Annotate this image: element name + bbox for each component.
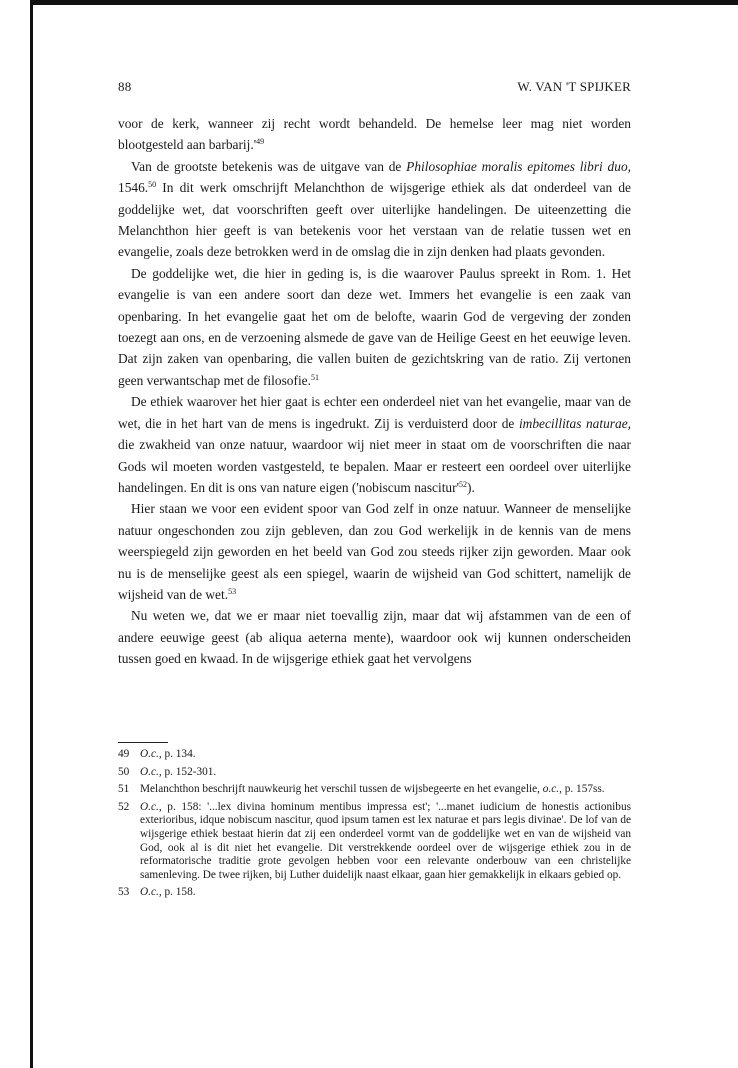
paragraph-4 (118, 391, 631, 498)
paragraph-3 (118, 263, 631, 391)
paragraph-1 (118, 113, 631, 156)
footnote-text (140, 783, 631, 797)
text-run: p. 157ss. (561, 783, 605, 796)
italic-abbrev: O.c., (140, 800, 162, 813)
footnote-number: 51 (118, 783, 130, 796)
italic-abbrev: O.c., (140, 748, 162, 760)
footnote-ref-50[interactable]: 50 (148, 180, 157, 190)
paragraph-6 (118, 605, 631, 669)
footnote-ref-53[interactable]: 53 (228, 586, 237, 596)
footnote-text (140, 801, 631, 883)
footnote-text (140, 886, 631, 900)
text-run: Nu weten we, dat we er maar niet toevallig zijn, maar dat wij afstammen van de een of andere eeuwige geest (ab aliqua aeterna mente), waardoor ook wij kunnen onderscheiden tussen goed en kwaad. In de wijsgerige ethiek gaat het vervolgens (118, 608, 631, 667)
main-text (118, 113, 631, 670)
running-head (118, 79, 631, 97)
text-run: De goddelijke wet, die hier in geding is, is die waarover Paulus spreekt in Rom. 1. Het evangelie is van een andere soort dan deze wet. Immers het evangelie is een zaak van openbaring. In het evangelie gaat het om de belofte, waarin God de vergeving der zonden toezegt aan ons, en de verzoening alsmede de gave van de Heilige Geest en het eeuwige leven. Dat zijn zaken van openbaring, die vallen buiten de gezichtskring van de ratio. Zij vertonen geen verwantschap met de filosofie. (118, 265, 631, 388)
paragraph-5 (118, 498, 631, 605)
paragraph-2 (118, 156, 631, 263)
text-run: ). (467, 479, 475, 495)
footnote-49 (118, 748, 631, 762)
text-run: Melanchthon beschrijft nauwkeurig het verschil tussen de wijsbegeerte en het evangelie, (140, 783, 543, 796)
text-run: Hier staan we voor een evident spoor van God zelf in onze natuur. Wanneer de menselijke natuur ongeschonden zou zijn gebleven, dan zou God werkelijk in de kennis van de mens weerspiegeld zijn geworden en het beeld van God zou steeds rijker zijn geworden. Maar ook nu is de menselijke geest als een spiegel, waarin de wijsheid van God schittert, namelijk de wijsheid van de wet. (118, 501, 631, 602)
footnote-ref-49[interactable]: 49 (256, 137, 265, 147)
footnote-50 (118, 766, 631, 780)
footnote-text (140, 766, 631, 780)
footnote-number: 53 (118, 886, 130, 899)
italic-abbrev: O.c., (140, 765, 162, 778)
footnote-number: 52 (118, 800, 130, 813)
italic-title: Philosophiae moralis epitomes libri duo, (406, 158, 631, 174)
footnote-number: 49 (118, 748, 130, 760)
italic-abbrev: o.c., (542, 783, 562, 796)
text-run: p. 158. (161, 886, 196, 899)
text-run: p. 152-301. (161, 765, 217, 778)
text-run: voor de kerk, wanneer zij recht wordt behandeld. De hemelse leer mag niet worden blootgesteld aan barbarij.' (118, 116, 631, 153)
footnote-text (140, 748, 631, 762)
text-run: In dit werk omschrijft Melanchthon de wijsgerige ethiek als dat onderdeel van de goddelijke wet, dat voorschriften geeft over uiterlijke handelingen. De uiteenzetting die Melanchthon hier geeft is van betekenis voor het verstaan van de relatie tussen wet en evangelie, zoals deze betrokken werd in de omslag die in zijn denken had plaats gevonden. (118, 180, 631, 260)
footnote-ref-51[interactable]: 51 (310, 372, 319, 382)
footnotes (118, 748, 631, 904)
text-run: p. 158: '...lex divina hominum mentibus impressa est'; '...manet iudicium de honestis actionibus exterioribus, idque nobiscum nascitur, quod ipsum tamen est lex naturae et pars legis divinae'. De lof van de wijsgerige ethiek bestaat hierin dat zij een onderdeel vormt van de goddelijke wet en van de wijsheid van God, ook al is dit niet het evangelie. Dit verstrekkende oordeel over de wijsgerige ethiek zou in de reformatorische traditie grote gevolgen hebben voor een relevante onderbouw van een christelijke samenleving. De twee rijken, bij Luther duidelijk naast elkaar, gaan hier gemakkelijk in elkaars gebied op. (140, 800, 631, 881)
footnote-divider (118, 742, 168, 743)
footnote-ref-52[interactable]: 52 (459, 479, 467, 489)
text-run: Van de grootste betekenis was de uitgave van de (131, 158, 407, 174)
italic-phrase: imbecillitas naturae, (518, 415, 631, 431)
running-head-author: W. VAN 'T SPIJKER (517, 79, 631, 94)
text-run: die zwakheid van onze natuur, waardoor wij niet meer in staat om de voorschriften die naar Gods wil moeten worden vastgesteld, te bepalen. Maar er resteert een oordeel over uiterlijke handelingen. En dit is ons van nature eigen ('nobiscum nascitur' (118, 437, 631, 495)
footnote-number: 50 (118, 765, 130, 778)
italic-abbrev: O.c., (140, 886, 162, 899)
text-run: 1546. (118, 180, 149, 196)
footnote-52 (118, 801, 631, 883)
page-number: 88 (118, 79, 132, 94)
footnote-51 (118, 783, 631, 797)
text-run: p. 134. (161, 748, 196, 760)
footnote-53 (118, 886, 631, 900)
text-run: De ethiek waarover het hier gaat is echter een onderdeel niet van het evangelie, maar van de wet, die in het hart van de mens is ingedrukt. Zij is verduisterd door de (118, 394, 631, 431)
